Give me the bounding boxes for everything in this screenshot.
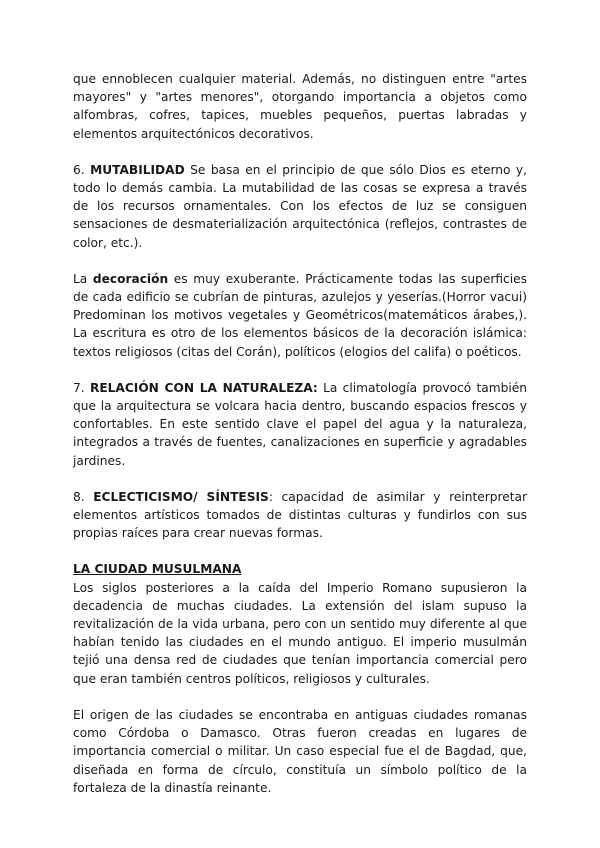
paragraph-decoracion xyxy=(73,270,527,361)
paragraph-text: : capacidad de asimilar y reinterpretar elementos artísticos tomados de distintas culturas y fundirlos con sus propias raíces para crear nuevas formas. xyxy=(73,489,527,541)
paragraph-mutabilidad xyxy=(73,161,527,252)
heading-naturaleza: RELACIÓN CON LA NATURALEZA: xyxy=(89,380,318,395)
paragraph-origen-ciudades: El origen de las ciudades se encontraba en antiguas ciudades romanas como Córdoba o Damasco. Otras fueron creadas en lugares de importancia comercial o militar. Un caso especial fue el de Bagdad, que, diseñada en forma de círculo, constituía un símbolo político de la fortaleza de la dinastía reinante. xyxy=(73,707,527,795)
heading-eclecticismo: ECLECTICISMO/ SÍNTESIS xyxy=(93,489,269,504)
heading-mutabilidad: MUTABILIDAD xyxy=(90,162,185,177)
item-number: 7. xyxy=(73,380,90,395)
paragraph-art-objects: que ennoblecen cualquier material. Además, no distinguen entre "artes mayores" y "artes menores", otorgando importancia a objetos como alfombras, cofres, tapices, muebles pequeños, puertas labradas y elementos arquitectónicos decorativos. xyxy=(73,72,527,141)
section-title-ciudad-musulmana: LA CIUDAD MUSULMANA xyxy=(73,562,242,577)
paragraph-ciudades-decadencia: Los siglos posteriores a la caída del Imperio Romano supusieron la decadencia de muchas ciudades. La extensión del islam supuso la revitalización de la vida urbana, pero con un sentido muy diferente al que habían tenido las ciudades en el mundo antiguo. El imperio musulmán tejió una densa red de ciudades que tenían importancia comercial pero que eran también centros políticos, religiosos y culturales. xyxy=(73,580,527,686)
paragraph-naturaleza xyxy=(73,379,527,470)
document-page xyxy=(73,70,527,797)
item-number: 8. xyxy=(73,489,94,504)
item-number: 6. xyxy=(73,162,91,177)
paragraph-prefix: La xyxy=(73,271,93,286)
paragraph-eclecticismo xyxy=(73,488,527,543)
paragraph-text: La climatología provocó también que la arquitectura se volcara hacia dentro, buscando espacios frescos y confortables. En este sentido clave el papel del agua y la naturaleza, integrados a través de fuentes, canalizaciones en superficie y agradables jardines. xyxy=(73,380,527,468)
bold-decoracion: decoración xyxy=(92,271,169,286)
paragraph-text: es muy exuberante. Prácticamente todas las superficies de cada edificio se cubrían de pinturas, azulejos y yeserías.(Horror vacui) Predominan los motivos vegetales y Geométricos(matemáticos árabes,). La escritura es otro de los elementos básicos de la decoración islámica: textos religiosos (citas del Corán), políticos (elogios del califa) o poéticos. xyxy=(73,271,527,359)
paragraph-text: Se basa en el principio de que sólo Dios es eterno y, todo lo demás cambia. La mutabilidad de las cosas se expresa a través de los recursos ornamentales. Con los efectos de luz se consiguen sensaciones de desmaterialización arquitectónica (reflejos, contrastes de color, etc.). xyxy=(73,162,527,250)
